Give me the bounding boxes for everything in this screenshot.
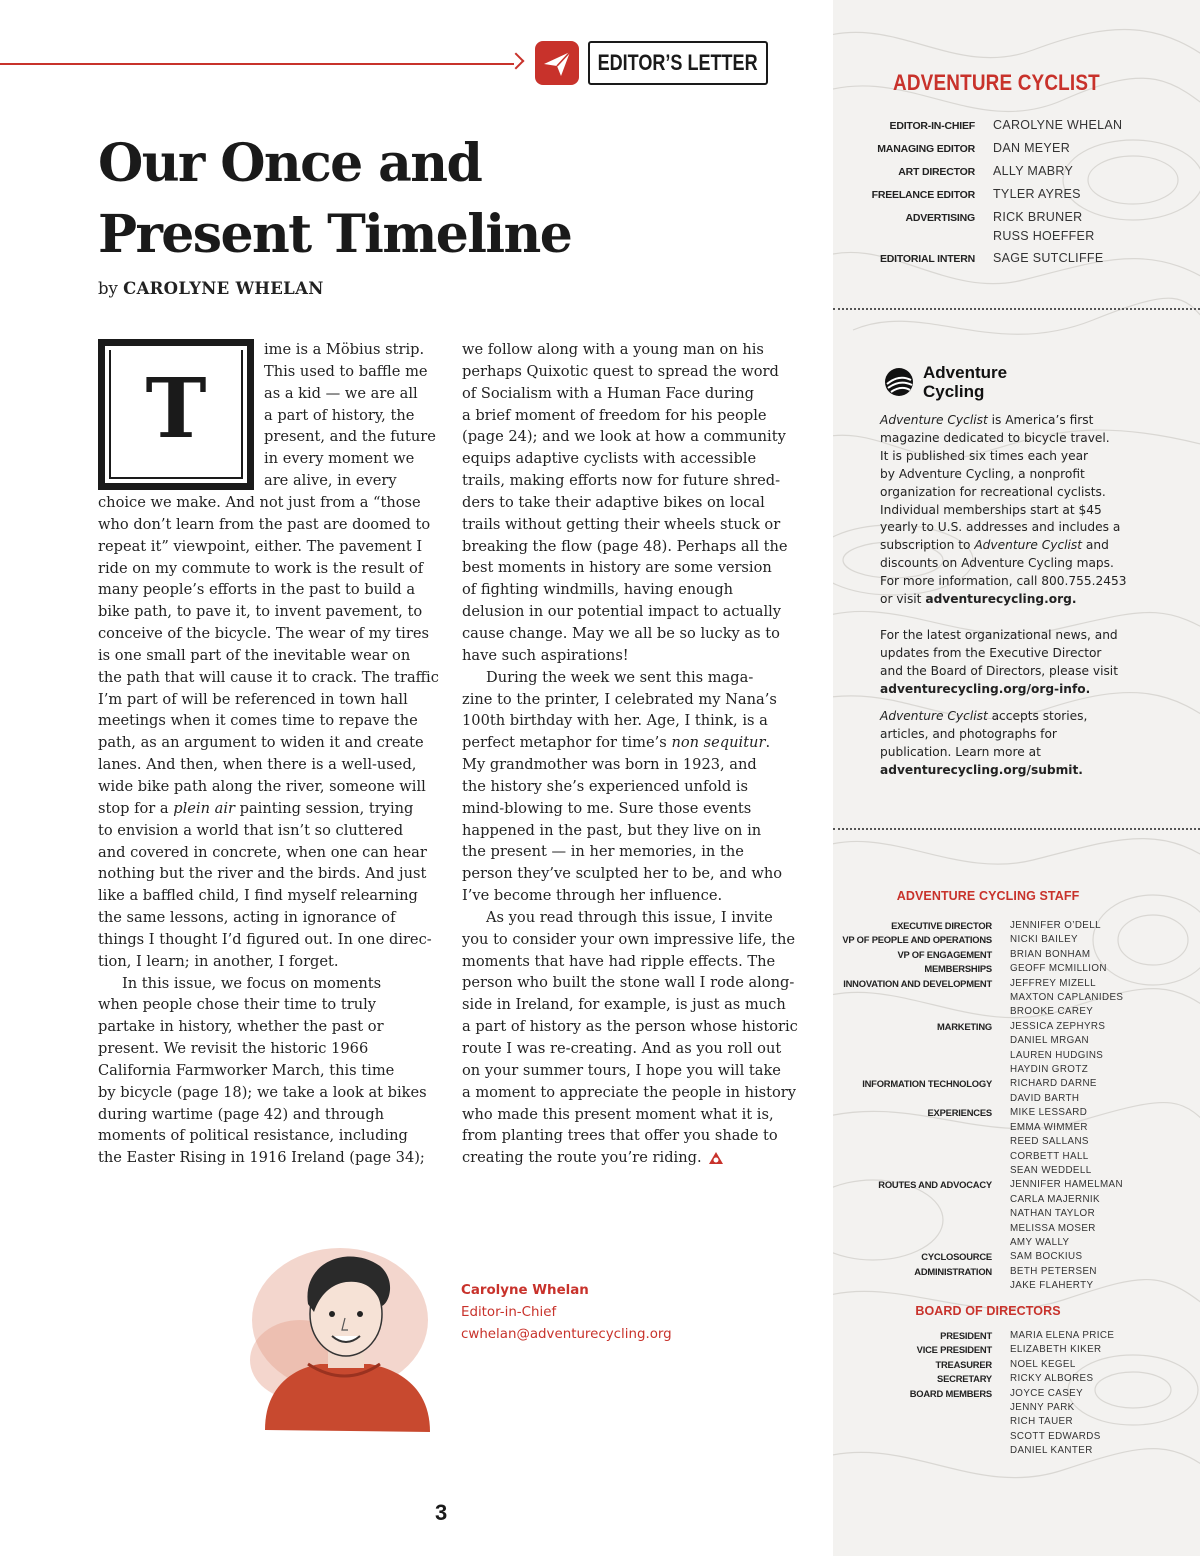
text-line: magazine dedicated to bicycle travel. [880,430,1110,445]
person-name: JENNIFER HAMELMAN [1010,1179,1123,1191]
text-line: lanes. And then, when there is a well-used, [98,756,417,774]
text-line: like a baffled child, I find myself relearning [98,887,418,905]
text-line: My grandmother was born in 1923, and [462,756,757,774]
magazine-name: Adventure Cyclist [880,413,988,427]
text-line: equips adaptive cyclists with accessible [462,450,757,468]
masthead-sidebar [833,0,1200,1556]
text-line: ders to take their adaptive bikes on local [462,493,765,511]
staff-title: ADVENTURE CYCLING STAFF [896,889,1080,903]
text-line: partake in history, whether the past or [98,1018,384,1036]
text-line: trails, making efforts now for future shred- [462,472,781,490]
text-line: moments of political resistance, including [98,1127,408,1145]
role-label: ADVERTISING [905,212,975,224]
text-line: mind-blowing to me. Sure those events [462,799,752,817]
text-line: California Farmworker March, this time [98,1061,395,1079]
role-label: MEMBERSHIPS [924,963,992,975]
text-line: person who built the stone wall I rode along- [462,974,795,992]
about-paragraph [880,412,1145,609]
person-name: NOEL KEGEL [1010,1358,1076,1370]
staff-row [833,962,1200,976]
names-list [1010,933,1078,947]
text-line: path, as an argument to widen it and create [98,734,424,752]
about-text: or visit [880,592,926,607]
person-name: MARIA ELENA PRICE [1010,1330,1115,1341]
board-row [833,1387,1200,1459]
text-line: (page 24); and we look at how a community [462,428,786,446]
text-line: updates from the Executive Director [880,645,1102,660]
board-row [833,1372,1200,1386]
person-name: DANIEL MRGAN [1010,1035,1090,1047]
page-title [98,128,798,270]
board-row [833,1329,1200,1343]
person-name: JEFFREY MIZELL [1010,977,1096,989]
board-row [833,1358,1200,1372]
names-list [1010,1358,1076,1372]
text-line: a moment to appreciate the people in history [462,1083,797,1101]
board-row [833,1343,1200,1357]
role-label: EDITOR-IN-CHIEF [889,120,975,132]
names-list [993,162,1073,181]
text-line: meetings when it comes time to repave the [98,712,418,730]
text-line: the history she’s experienced unfold is [462,777,749,795]
person-name: NICKI BAILEY [1010,934,1078,946]
text-line: For the latest organizational news, and [880,628,1118,642]
text-line: In this issue, we focus on moments [122,974,382,992]
text-line: the same lessons, acting in ignorance of [98,909,396,927]
person-name: JOYCE CASEY [1010,1387,1083,1399]
title-line-2: Present Timeline [98,204,572,265]
byline [98,279,324,298]
person-name: SCOTT EDWARDS [1010,1430,1101,1442]
text-line: moments that have had ripple effects. The [462,952,776,970]
person-name: RICHARD DARNE [1010,1078,1097,1090]
text-line: of Socialism with a Human Face during [462,384,754,402]
about-text: accepts stories, [987,709,1088,723]
names-list [1010,1020,1105,1078]
byline-author: CAROLYNE WHELAN [123,279,324,298]
person-name: RICKY ALBORES [1010,1373,1094,1385]
names-list [1010,1343,1101,1357]
text-line: organization for recreational cyclists. [880,484,1106,499]
text-line: by bicycle (page 18); we take a look at bikes [98,1083,427,1101]
staff-row [833,933,1200,947]
staff-row [833,1077,1200,1106]
person-name: DAVID BARTH [1010,1092,1080,1104]
masthead-row [833,249,1200,269]
person-name: ALLY MABRY [993,164,1074,178]
names-list [1010,1106,1092,1178]
person-name: BROOKE CAREY [1010,1006,1094,1018]
role-label: SECRETARY [937,1373,992,1385]
role-label: ADMINISTRATION [914,1265,992,1277]
person-name: JENNY PARK [1010,1402,1075,1414]
role-label: VICE PRESIDENT [916,1344,992,1356]
byline-prefix: by [98,279,118,298]
person-name: RICK BRUNER [993,210,1083,224]
column-1-wrap [264,339,444,492]
text-line: choice we make. And not just from a “those [98,494,421,511]
org-news-paragraph [880,627,1145,699]
section-label-text: EDITOR’S LETTER [597,50,759,75]
text-line: As you read through this issue, I invite [486,908,773,926]
arrow-head-icon [508,53,525,70]
staff-row [833,1178,1200,1250]
person-name: RUSS HOEFFER [993,229,1095,243]
names-list [993,208,1095,246]
person-name: SEAN WEDDELL [1010,1164,1092,1176]
text-line: conceive of the bicycle. The wear of my tires [98,625,429,643]
text-line: are alive, in every [264,472,397,490]
section-label [588,41,768,85]
role-label: INFORMATION TECHNOLOGY [862,1078,992,1090]
signature-block [461,1280,672,1346]
text-line: have such aspirations! [462,646,629,664]
board-list [833,1329,1200,1459]
role-label: VP OF ENGAGEMENT [897,948,992,960]
website-link[interactable]: adventurecycling.org. [925,592,1077,607]
italic-phrase: non sequitur [671,734,766,752]
person-name: RICH TAUER [1010,1416,1073,1428]
text-line: ride on my commute to work is the result of [98,559,424,577]
person-name: ELIZABETH KIKER [1010,1344,1102,1356]
staff-row [833,977,1200,1020]
person-name: SAGE SUTCLIFFE [993,251,1104,265]
text-line: from planting trees that offer you shade to [462,1127,778,1145]
title-line-1: Our Once and [98,133,482,194]
text-line: It is published six times each year [880,448,1089,463]
text-line: who made this present moment what it is, [462,1105,774,1123]
text-line: publication. Learn more at [880,744,1041,759]
section-rule [0,63,514,65]
text-line: During the week we sent this maga- [486,668,754,686]
page-number: 3 [435,1500,448,1525]
person-name: GEOFF MCMILLION [1010,963,1107,975]
person-name: HAYDIN GROTZ [1010,1064,1089,1076]
names-list [1010,1329,1114,1343]
masthead-row [833,208,1200,246]
names-list [993,139,1070,158]
staff-row [833,948,1200,962]
text-line: articles, and photographs for [880,726,1057,741]
paper-plane-icon [535,41,579,85]
person-name: CARLA MAJERNIK [1010,1193,1100,1205]
text-line: route I was re-creating. And as you roll out [462,1040,782,1057]
role-label: EXECUTIVE DIRECTOR [891,920,992,931]
role-label: MARKETING [937,1020,992,1032]
text-line: to envision a world that isn’t so cluttered [98,821,404,839]
text-line: during wartime (page 42) and through [98,1105,385,1123]
masthead-list [833,116,1200,272]
staff-row [833,919,1200,933]
role-label: VP OF PEOPLE AND OPERATIONS [842,934,992,946]
text-line: by Adventure Cycling, a nonprofit [880,466,1085,481]
text-line: cause change. May we all be so lucky as to [462,624,780,642]
column-2 [462,339,807,1169]
role-label: MANAGING EDITOR [877,143,975,155]
about-text: and [1082,538,1109,553]
person-name: BETH PETERSEN [1010,1265,1097,1277]
about-text: subscription to [880,538,975,553]
text-line: a brief moment of freedom for his people [462,406,767,424]
person-name: TYLER AYRES [993,187,1081,201]
text-line: best moments in history are some version [462,559,772,577]
text-line: as a kid — we are all [264,384,418,402]
text-line: perhaps Quixotic quest to spread the word [462,362,779,380]
person-name: JESSICA ZEPHYRS [1010,1020,1106,1032]
person-name: JAKE FLAHERTY [1010,1280,1094,1292]
editor-portrait [240,1240,450,1432]
logo-line-2: Cycling [923,382,985,401]
masthead-title: ADVENTURE CYCLIST [893,70,1100,95]
text-line: things I thought I’d figured out. In one direc- [98,930,432,948]
role-label: EDITORIAL INTERN [879,253,975,265]
text-line: nothing but the river and the birds. And just [98,865,427,883]
staff-list [833,919,1200,1294]
text-line: stop for a plein air painting session, trying [98,799,414,817]
person-name: MELISSA MOSER [1010,1222,1096,1234]
dotted-divider [833,828,1200,830]
person-name: CORBETT HALL [1010,1150,1089,1162]
text-line: creating the route you’re riding. [462,1147,807,1169]
drop-cap-letter: T [145,361,207,457]
text-line: a part of history as the person whose historic [462,1018,798,1036]
names-list [993,249,1103,268]
signature-role: Editor-in-Chief [461,1305,557,1320]
text-line: in every moment we [264,450,415,468]
person-name: MIKE LESSARD [1010,1107,1088,1119]
text-line: is one small part of the inevitable wear on [98,646,411,664]
role-label: ROUTES AND ADVOCACY [878,1179,992,1191]
person-name: SAM BOCKIUS [1010,1251,1083,1263]
text-line: person they’ve sculpted her to be, and who [462,865,783,883]
text-line: the present — in her memories, in the [462,843,744,861]
text-line: For more information, call 800.755.2453 [880,574,1127,589]
text-line: the Easter Rising in 1916 Ireland (page 34); [98,1149,425,1167]
person-name: AMY WALLY [1010,1236,1070,1248]
text-line: and the Board of Directors, please visit [880,663,1118,678]
text-line: of fighting windmills, having enough [462,581,734,599]
about-text: is America’s first [987,413,1094,427]
dotted-divider [833,308,1200,310]
text-line: happened in the past, but they live on in [462,821,762,839]
logo-line-1: Adventure [923,363,1008,382]
text-line: perfect metaphor for time’s non sequitur. [462,734,771,752]
adventure-cycling-logo [881,363,1007,401]
text-line: zine to the printer, I celebrated my Nana’s [462,690,777,708]
text-line: and covered in concrete, when one can hear [98,843,427,861]
text-line: tion, I learn; in another, I forget. [98,952,339,970]
org-info-link[interactable]: adventurecycling.org/org-info. [880,681,1091,696]
staff-row [833,1106,1200,1178]
text-line: you to consider your own impressive life, the [462,930,796,948]
text-line: present. We revisit the historic 1966 [98,1040,369,1058]
text-line: trails without getting their wheels stuck or [462,515,781,533]
text-line: breaking the flow (page 48). Perhaps all the [462,537,788,555]
text-line: wide bike path along the river, someone will [98,777,426,795]
magazine-name: Adventure Cyclist [880,709,988,723]
staff-row [833,1020,1200,1078]
submit-link[interactable]: adventurecycling.org/submit. [880,762,1083,777]
masthead-row [833,139,1200,159]
text-line: This used to baffle me [264,362,428,380]
person-name: LAUREN HUDGINS [1010,1049,1104,1061]
names-list [1010,948,1090,962]
board-title: BOARD OF DIRECTORS [915,1304,1061,1318]
role-label: PRESIDENT [940,1330,992,1341]
text-line: a part of history, the [264,406,415,424]
text-line: side in Ireland, for example, is just as much [462,996,786,1014]
text-line: ime is a Möbius strip. [264,341,425,358]
role-label: EXPERIENCES [927,1107,992,1119]
text-line: I’m part of will be referenced in town hall [98,690,408,708]
signature-email-link[interactable]: cwhelan@adventurecycling.org [461,1327,672,1342]
text-line: repeat it” viewpoint, either. The pavement I [98,537,423,555]
names-list [1010,919,1101,933]
staff-row [833,1265,1200,1294]
masthead-row [833,162,1200,182]
signature-name: Carolyne Whelan [461,1283,589,1298]
names-list [1010,977,1123,1020]
person-name: MAXTON CAPLANIDES [1010,992,1124,1004]
text-line: yearly to U.S. addresses and includes a [880,520,1121,535]
role-label: TREASURER [935,1358,992,1370]
masthead-row [833,116,1200,136]
text-line: 100th birthday with her. Age, I think, is a [462,712,768,730]
sunrise-logo-icon [881,366,917,398]
text-line: delusion in our potential impact to actually [462,603,782,621]
names-list [1010,1250,1082,1264]
person-name: JENNIFER O’DELL [1010,920,1101,931]
text-line: bike path, to pave it, to invent pavement, to [98,603,423,621]
adventure-cycling-end-mark-icon [708,1151,724,1165]
text-line: discounts on Adventure Cycling maps. [880,556,1114,571]
text-line: Individual memberships start at $45 [880,502,1102,517]
role-label: CYCLOSOURCE [921,1251,992,1263]
names-list [1010,1372,1093,1386]
text-line: the path that will cause it to crack. The traffic [98,668,439,686]
names-list [1010,1265,1097,1294]
masthead-row [833,185,1200,205]
role-label: FREELANCE EDITOR [871,189,975,201]
text-line: we follow along with a young man on his [462,341,764,358]
text-line: who don’t learn from the past are doomed to [98,515,431,533]
names-list [1010,1178,1123,1250]
italic-phrase: plein air [173,799,235,817]
names-list [1010,1387,1101,1459]
text-line: on your summer tours, I hope you will take [462,1061,781,1079]
text-line: when people chose their time to truly [98,996,377,1014]
role-label: INNOVATION AND DEVELOPMENT [843,977,992,989]
role-label: ART DIRECTOR [898,166,975,178]
role-label: BOARD MEMBERS [909,1387,992,1399]
person-name: BRIAN BONHAM [1010,948,1091,960]
submissions-paragraph [880,708,1145,780]
person-name: REED SALLANS [1010,1136,1089,1148]
names-list [1010,962,1107,976]
text-line: I’ve become through her influence. [462,887,723,905]
names-list [1010,1077,1097,1106]
magazine-name: Adventure Cyclist [974,538,1083,553]
person-name: NATHAN TAYLOR [1010,1208,1096,1220]
staff-row [833,1250,1200,1264]
column-1 [98,492,443,1169]
person-name: EMMA WIMMER [1010,1121,1088,1133]
text-line: present, and the future [264,428,436,446]
names-list [993,185,1081,204]
person-name: CAROLYNE WHELAN [993,118,1123,132]
person-name: DANIEL KANTER [1010,1445,1093,1457]
names-list [993,116,1122,135]
text-line: many people’s efforts in the past to build a [98,581,416,599]
drop-cap [98,339,254,490]
person-name: DAN MEYER [993,141,1071,155]
